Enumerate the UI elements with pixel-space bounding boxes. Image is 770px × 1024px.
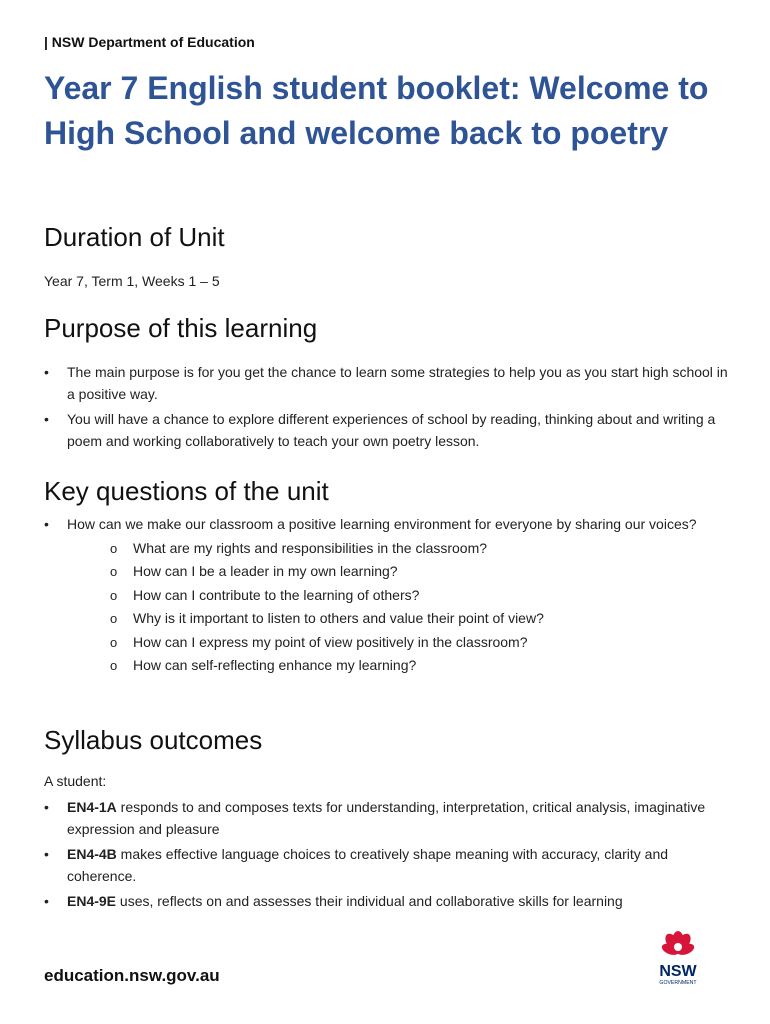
purpose-heading: Purpose of this learning [44,313,318,343]
outcome-text: makes effective language choices to creatively shape meaning with accuracy, clarity and coherence. [67,846,669,884]
sub-question-item: o Why is it important to listen to others and value their point of view? [90,607,734,630]
sub-question-item: o How can I express my point of view positively in the classroom? [90,631,734,654]
key-question-main: How can we make our classroom a positive learning environment for everyone by sharing our voices? [67,516,697,532]
logo-nsw-text: NSW [659,963,697,980]
department-header: | NSW Department of Education [44,34,255,50]
outcome-code: EN4-4B [67,846,117,862]
logo-government-text: GOVERNMENT [659,980,697,986]
key-questions-list [44,513,734,680]
nsw-government-logo [648,928,708,986]
syllabus-outcomes-list [44,796,734,915]
sub-question-item: o How can self-reflecting enhance my learning? [90,654,734,677]
footer-website: education.nsw.gov.au [44,966,220,985]
purpose-item: • The main purpose is for you get the chance to learn some strategies to help you as you start high school in a positive way. [44,361,734,405]
sub-question-item: o How can I contribute to the learning of others? [90,584,734,607]
outcome-text: uses, reflects on and assesses their individual and collaborative skills for learning [116,893,623,909]
syllabus-heading: Syllabus outcomes [44,725,263,755]
key-questions-heading: Key questions of the unit [44,476,329,506]
key-question-item [44,513,734,677]
outcome-item [44,796,734,840]
sub-question-item: o What are my rights and responsibilities in the classroom? [90,537,734,560]
key-question-sublist [67,537,734,677]
duration-heading: Duration of Unit [44,222,225,252]
waratah-icon [660,931,695,957]
page-title: Year 7 English student booklet: Welcome to High School and welcome back to poetry [44,70,709,151]
waratah-centre [674,943,682,951]
purpose-item: • You will have a chance to explore different experiences of school by reading, thinking about and writing a poem and working collaboratively to teach your own poetry lesson. [44,408,734,452]
outcome-code: EN4-1A [67,799,117,815]
duration-text: Year 7, Term 1, Weeks 1 – 5 [44,273,220,289]
outcome-code: EN4-9E [67,893,117,909]
syllabus-intro: A student: [44,773,107,789]
outcome-text: responds to and composes texts for understanding, interpretation, critical analysis, imaginative expression and pleasure [67,799,706,837]
sub-question-item: o How can I be a leader in my own learning? [90,560,734,583]
outcome-item [44,890,734,912]
purpose-list [44,361,734,455]
outcome-item [44,843,734,887]
